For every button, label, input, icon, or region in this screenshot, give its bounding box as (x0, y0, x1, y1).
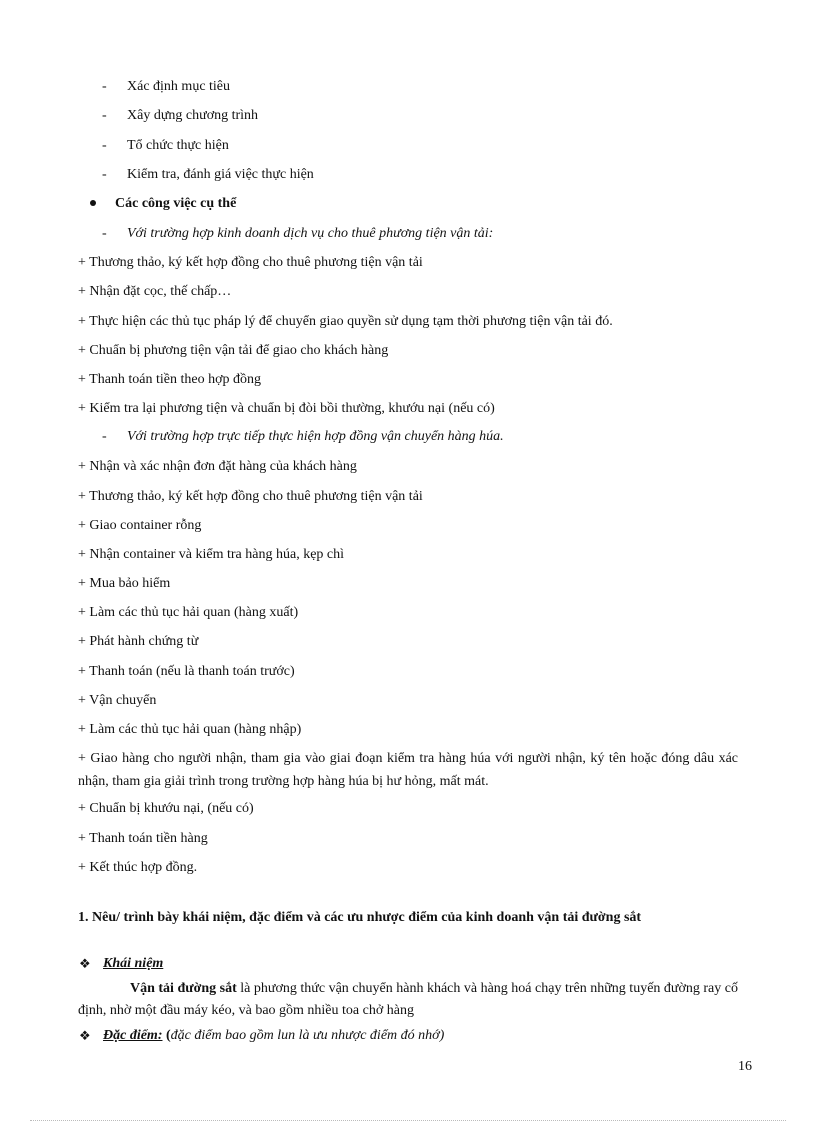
list-item: + Thanh toán tiền hàng (78, 831, 208, 846)
page-number: 16 (738, 1059, 752, 1074)
dash-marker: - (102, 138, 107, 153)
list-item: + Nhận container và kiểm tra hàng húa, kẹp chì (78, 547, 345, 562)
list-item: + Thực hiện các thủ tục pháp lý để chuyển giao quyền sử dụng tạm thời phương tiện vận tải đó. (78, 314, 613, 329)
case2-long-item: + Giao hàng cho người nhận, tham gia vào giai đoạn kiểm tra hàng húa với người nhận, ký tên hoặc đóng dâu xác nhận, tham gia giải trình trong trường hợp hàng húa bị hư hỏng, mất mát. (78, 751, 738, 789)
list-item: + Kết thúc hợp đồng. (78, 860, 198, 875)
list-item: + Nhận đặt cọc, thế chấp… (78, 284, 232, 299)
case1-dash: - (102, 226, 107, 241)
feature-note: đặc điểm bao gồm lun là ưu nhược điểm đó nhớ) (170, 1028, 445, 1043)
case1-heading: Với trường hợp kinh doanh dịch vụ cho thuê phương tiện vận tải: (127, 226, 494, 241)
diamond-icon: ❖ (79, 956, 91, 971)
dash-marker: - (102, 108, 107, 123)
question-heading: 1. Nêu/ trình bày khái niệm, đặc điểm và các ưu nhược điểm của kinh doanh vận tải đường sắt (78, 910, 642, 925)
list-item: + Thương thảo, ký kết hợp đồng cho thuê phương tiện vận tải (78, 255, 423, 270)
concept-term: Vận tải đường sắt (130, 981, 237, 996)
feature-heading: Đặc điểm: (103, 1028, 163, 1043)
diamond-icon-2: ❖ (79, 1028, 91, 1043)
list-item: + Kiểm tra lại phương tiện và chuẩn bị đòi bồi thường, khướu nại (nếu có) (78, 401, 495, 416)
list-item: + Mua bảo hiểm (78, 576, 171, 591)
list-item: + Thanh toán tiền theo hợp đồng (78, 372, 262, 387)
case2-dash: - (102, 429, 107, 444)
list-item: + Vận chuyển (78, 693, 157, 708)
bullet-heading: Các công việc cụ thể (115, 196, 237, 211)
page-bottom-divider (30, 1120, 786, 1121)
bullet-dot (90, 200, 96, 206)
list-item: + Chuẩn bị phương tiện vận tải để giao cho khách hàng (78, 343, 389, 358)
step-item: Tổ chức thực hiện (127, 138, 229, 153)
step-item: Xác định mục tiêu (127, 79, 231, 94)
concept-body: là phương thức vận chuyển hành khách và hàng hoá chạy trên những tuyến đường ray cố định, nhờ một đầu máy kéo, và bao gồm nhiều toa chở hàng (78, 981, 738, 1018)
list-item: + Phát hành chứng từ (78, 634, 199, 649)
dash-marker: - (102, 79, 107, 94)
list-item: + Chuẩn bị khướu nại, (nếu có) (78, 801, 254, 816)
feature-paren: ( (162, 1028, 171, 1043)
step-item: Xây dựng chương trình (127, 108, 259, 123)
list-item: + Làm các thủ tục hải quan (hàng nhập) (78, 722, 302, 737)
feature-line (103, 1027, 444, 1045)
list-item: + Làm các thủ tục hải quan (hàng xuất) (78, 605, 299, 620)
case2-heading: Với trường hợp trực tiếp thực hiện hợp đồng vận chuyển hàng húa. (127, 429, 504, 444)
list-item: + Nhận và xác nhận đơn đặt hàng của khách hàng (78, 459, 357, 474)
list-item: + Thanh toán (nếu là thanh toán trước) (78, 664, 295, 679)
list-item: + Thương thảo, ký kết hợp đồng cho thuê phương tiện vận tải (78, 489, 423, 504)
list-item: + Giao container rỗng (78, 518, 202, 533)
concept-heading: Khái niệm (103, 956, 164, 971)
dash-marker: - (102, 167, 107, 182)
step-item: Kiểm tra, đánh giá việc thực hiện (127, 167, 314, 182)
concept-paragraph (78, 978, 738, 1022)
